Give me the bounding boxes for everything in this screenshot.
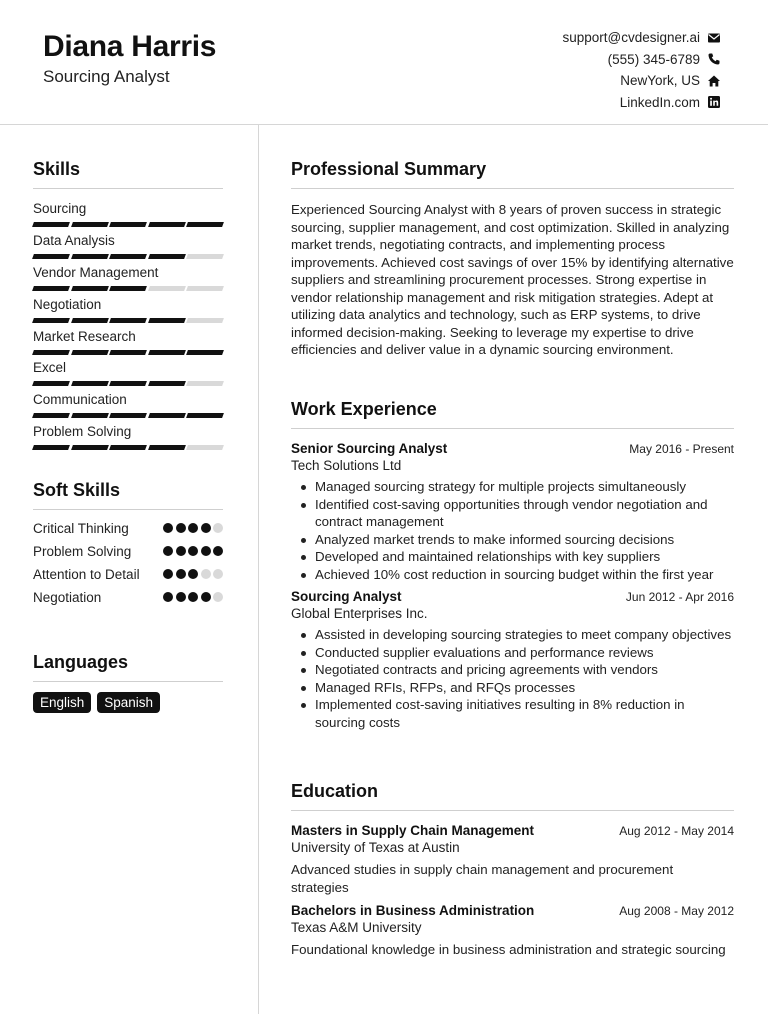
education-header xyxy=(291,903,734,918)
contact-email[interactable] xyxy=(562,27,721,49)
linkedin-icon xyxy=(707,95,721,109)
job-bullet: Conducted supplier evaluations and performance reviews xyxy=(315,644,734,662)
rating-dot xyxy=(176,569,186,579)
job-company: Tech Solutions Ltd xyxy=(291,458,402,473)
skill-level-segment xyxy=(186,222,223,227)
summary-heading: Professional Summary xyxy=(291,159,734,189)
skill-level-segment xyxy=(148,254,185,259)
rating-dot xyxy=(201,546,211,556)
rating-dot xyxy=(201,569,211,579)
candidate-title: Sourcing Analyst xyxy=(43,67,170,86)
skill-level-segment xyxy=(32,318,69,323)
language-badge: English xyxy=(33,692,91,713)
skill-level-bar xyxy=(33,222,223,227)
languages-list xyxy=(33,692,160,713)
education-description: Advanced studies in supply chain management and procurement strategies xyxy=(291,862,674,895)
contact-location xyxy=(562,70,721,92)
resume-header xyxy=(0,0,768,124)
skill-item xyxy=(33,297,223,329)
skill-level-segment xyxy=(148,350,185,355)
contact-list xyxy=(562,27,721,113)
skill-level-segment xyxy=(186,350,223,355)
language-badge: Spanish xyxy=(97,692,160,713)
skill-level-bar xyxy=(33,254,223,259)
soft-skills-list xyxy=(33,520,223,612)
soft-skill-rating xyxy=(163,592,223,602)
skill-level-segment xyxy=(186,381,223,386)
soft-skill-name: Negotiation xyxy=(33,590,102,605)
rating-dot xyxy=(188,592,198,602)
skill-name: Problem Solving xyxy=(33,424,132,440)
rating-dot xyxy=(163,592,173,602)
education-school: Texas A&M University xyxy=(291,920,422,935)
skill-level-bar xyxy=(33,381,223,386)
skill-level-segment xyxy=(148,318,185,323)
rating-dot xyxy=(176,592,186,602)
soft-skill-item xyxy=(33,566,223,583)
soft-skill-name: Problem Solving xyxy=(33,544,132,559)
skill-level-bar xyxy=(33,413,223,418)
skills-list xyxy=(33,201,223,456)
skill-name: Sourcing xyxy=(33,201,87,216)
rating-dot xyxy=(213,592,223,602)
skill-level-segment xyxy=(32,381,69,386)
skill-level-segment xyxy=(71,254,108,259)
skill-level-segment xyxy=(186,286,223,291)
skill-level-segment xyxy=(71,350,108,355)
languages-heading: Languages xyxy=(33,652,223,682)
education-header xyxy=(291,823,734,838)
soft-skill-item xyxy=(33,520,223,537)
skill-level-segment xyxy=(32,350,69,355)
education-description: Foundational knowledge in business administration and strategic sourcing xyxy=(291,942,726,957)
skill-level-segment xyxy=(109,413,146,418)
skill-name: Excel xyxy=(33,360,67,376)
skill-level-bar xyxy=(33,286,223,291)
skill-name: Communication xyxy=(33,392,127,408)
soft-skill-rating xyxy=(163,546,223,556)
skill-level-bar xyxy=(33,318,223,323)
job-role: Senior Sourcing Analyst xyxy=(291,441,448,456)
rating-dot xyxy=(213,569,223,579)
education-entry xyxy=(291,823,734,896)
skill-level-segment xyxy=(186,445,223,450)
rating-dot xyxy=(163,569,173,579)
skill-level-segment xyxy=(32,413,69,418)
contact-email-text[interactable]: support@cvdesigner.ai xyxy=(562,30,700,46)
skill-level-segment xyxy=(109,254,146,259)
skill-level-segment xyxy=(71,413,108,418)
skill-item xyxy=(33,424,223,456)
soft-skill-name: Critical Thinking xyxy=(33,521,129,536)
skill-name: Vendor Management xyxy=(33,264,159,280)
contact-location-text: NewYork, US xyxy=(620,73,700,89)
skill-level-bar xyxy=(33,350,223,355)
skill-item xyxy=(33,329,223,361)
skill-level-segment xyxy=(32,254,69,259)
skill-level-segment xyxy=(71,286,108,291)
skill-name: Data Analysis xyxy=(33,232,115,248)
work-experience-heading: Work Experience xyxy=(291,399,734,429)
education-entry xyxy=(291,903,734,959)
job-role: Sourcing Analyst xyxy=(291,589,402,604)
skill-name: Market Research xyxy=(33,328,136,344)
skill-level-segment xyxy=(109,381,146,386)
education-school: University of Texas at Austin xyxy=(291,840,460,855)
skill-level-segment xyxy=(148,222,185,227)
skill-level-segment xyxy=(186,413,223,418)
job-dates: Jun 2012 - Apr 2016 xyxy=(625,590,734,604)
job-bullet: Identified cost-saving opportunities through vendor negotiation and contract management xyxy=(315,496,734,531)
rating-dot xyxy=(188,569,198,579)
phone-icon xyxy=(707,52,721,66)
skill-item xyxy=(33,265,223,297)
skill-level-segment xyxy=(109,445,146,450)
job-header xyxy=(291,589,734,604)
skill-level-segment xyxy=(109,350,146,355)
skills-heading: Skills xyxy=(33,159,223,189)
soft-skill-rating xyxy=(163,523,223,533)
home-icon xyxy=(707,74,721,88)
job-entry xyxy=(291,441,734,583)
job-bullets xyxy=(291,626,734,731)
rating-dot xyxy=(188,523,198,533)
skill-level-bar xyxy=(33,445,223,450)
rating-dot xyxy=(176,523,186,533)
skill-level-segment xyxy=(109,222,146,227)
rating-dot xyxy=(213,546,223,556)
rating-dot xyxy=(213,523,223,533)
skill-level-segment xyxy=(148,413,185,418)
job-bullets xyxy=(291,478,734,583)
job-entry xyxy=(291,589,734,731)
rating-dot xyxy=(201,592,211,602)
skill-level-segment xyxy=(32,286,69,291)
soft-skills-heading: Soft Skills xyxy=(33,480,223,510)
skill-level-segment xyxy=(186,318,223,323)
soft-skill-rating xyxy=(163,569,223,579)
summary-text: Experienced Sourcing Analyst with 8 years of proven success in strategic sourcing, supplier management, and cost optimization. Skilled in analyzing market trends, negotiating contracts, and implementing process improvements. Achieved cost savings of over 15% by identifying alternative suppliers and streamlining procurement processes. Strong expertise in vendor relationship management and risk mitigation strategies. Adept at utilizing data analytics and technology, such as ERP systems, to drive informed decision-making. Seeking to leverage my expertise to drive efficiencies and deliver value in a dynamic sourcing environment. xyxy=(291,202,734,357)
job-bullet: Analyzed market trends to make informed sourcing decisions xyxy=(315,531,734,549)
job-bullet: Developed and maintained relationships with key suppliers xyxy=(315,548,734,566)
skill-level-segment xyxy=(148,381,185,386)
skill-level-segment xyxy=(32,445,69,450)
skill-level-segment xyxy=(71,318,108,323)
education-degree: Masters in Supply Chain Management xyxy=(291,823,535,838)
job-header xyxy=(291,441,734,456)
skill-level-segment xyxy=(148,286,185,291)
skill-level-segment xyxy=(148,445,185,450)
education-dates: Aug 2012 - May 2014 xyxy=(619,824,734,838)
education-heading: Education xyxy=(291,781,734,811)
skill-level-segment xyxy=(71,222,108,227)
skill-level-segment xyxy=(186,254,223,259)
skill-level-segment xyxy=(109,318,146,323)
rating-dot xyxy=(188,546,198,556)
job-bullet: Assisted in developing sourcing strategies to meet company objectives xyxy=(315,626,734,644)
skill-level-segment xyxy=(71,381,108,386)
soft-skill-item xyxy=(33,589,223,606)
candidate-name: Diana Harris xyxy=(43,30,217,63)
skill-item xyxy=(33,360,223,392)
envelope-icon xyxy=(707,31,721,45)
rating-dot xyxy=(201,523,211,533)
job-company: Global Enterprises Inc. xyxy=(291,606,428,621)
education-dates: Aug 2008 - May 2012 xyxy=(619,904,734,918)
rating-dot xyxy=(176,546,186,556)
job-bullet: Achieved 10% cost reduction in sourcing budget within the first year xyxy=(315,566,734,584)
skill-item xyxy=(33,392,223,424)
education-degree: Bachelors in Business Administration xyxy=(291,903,535,918)
contact-linkedin[interactable] xyxy=(562,92,721,114)
skill-name: Negotiation xyxy=(33,296,102,312)
skill-item xyxy=(33,201,223,233)
contact-linkedin-text[interactable]: LinkedIn.com xyxy=(619,94,700,110)
skill-level-segment xyxy=(109,286,146,291)
soft-skill-item xyxy=(33,543,223,560)
contact-phone-text[interactable]: (555) 345-6789 xyxy=(607,51,700,67)
contact-phone[interactable] xyxy=(562,49,721,71)
skill-level-segment xyxy=(71,445,108,450)
education-list xyxy=(291,823,734,966)
rating-dot xyxy=(163,546,173,556)
header-divider xyxy=(0,124,768,125)
job-bullet: Negotiated contracts and pricing agreements with vendors xyxy=(315,661,734,679)
skill-item xyxy=(33,233,223,265)
job-bullet: Managed RFIs, RFPs, and RFQs processes xyxy=(315,679,734,697)
skill-level-segment xyxy=(32,222,69,227)
soft-skill-name: Attention to Detail xyxy=(33,567,140,582)
job-bullet: Managed sourcing strategy for multiple projects simultaneously xyxy=(315,478,734,496)
job-dates: May 2016 - Present xyxy=(629,442,734,456)
job-bullet: Implemented cost-saving initiatives resulting in 8% reduction in sourcing costs xyxy=(315,696,734,731)
column-divider xyxy=(258,125,259,1014)
rating-dot xyxy=(163,523,173,533)
work-experience-list xyxy=(291,441,734,737)
